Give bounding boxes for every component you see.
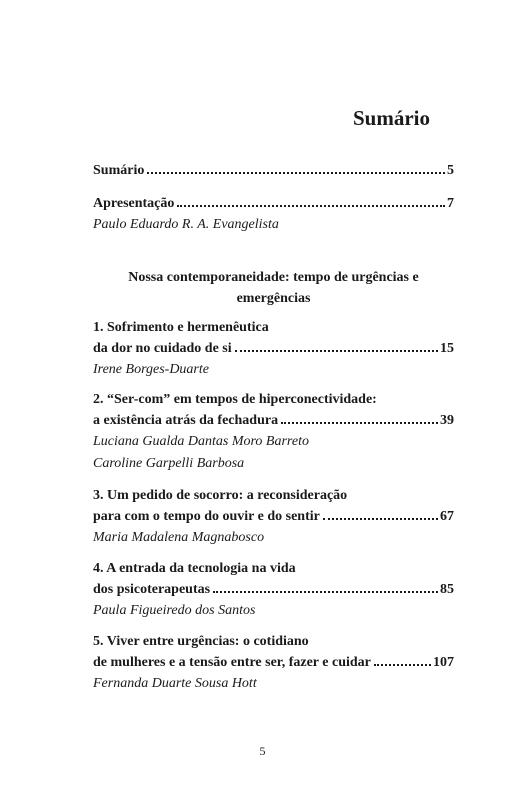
toc-entry-chapter-3[interactable] xyxy=(93,485,454,549)
entry-title-line: 4. A entrada da tecnologia na vida xyxy=(93,561,296,576)
entry-author: Luciana Gualda Dantas Moro Barreto xyxy=(93,434,309,449)
toc-entry-apresentacao[interactable] xyxy=(93,193,454,236)
leader-dots xyxy=(177,205,445,207)
toc-line xyxy=(93,506,454,527)
entry-title: da dor no cuidado de si xyxy=(93,341,232,356)
entry-title: dos psicoterapeutas xyxy=(93,582,211,597)
page-number: 5 xyxy=(259,744,266,758)
entry-title: Sumário xyxy=(93,163,145,178)
entry-title-line: 3. Um pedido de socorro: a reconsideração xyxy=(93,488,348,503)
toc-line xyxy=(93,410,454,431)
leader-dots xyxy=(235,350,438,352)
entry-page: 15 xyxy=(440,341,454,356)
toc-entry-chapter-5[interactable] xyxy=(93,631,454,695)
entry-author: Paula Figueiredo dos Santos xyxy=(93,603,256,618)
leader-dots xyxy=(281,422,438,424)
entry-page: 39 xyxy=(440,413,454,428)
entry-author: Paulo Eduardo R. A. Evangelista xyxy=(93,217,279,232)
entry-author: Fernanda Duarte Sousa Hott xyxy=(93,676,257,691)
entry-author: Caroline Garpelli Barbosa xyxy=(93,456,245,471)
toc-entry-chapter-4[interactable] xyxy=(93,558,454,622)
toc-line xyxy=(93,338,454,359)
entry-title-line: 2. “Ser-com” em tempos de hiperconectividade: xyxy=(93,392,377,407)
entry-title: a existência atrás da fechadura xyxy=(93,413,279,428)
entry-title: de mulheres e a tensão entre ser, fazer e cuidar xyxy=(93,655,371,670)
toc-line xyxy=(93,652,454,673)
entry-title: Apresentação xyxy=(93,196,175,211)
entry-title-line: 5. Viver entre urgências: o cotidiano xyxy=(93,634,309,649)
entry-page: 107 xyxy=(433,655,454,670)
toc-entry-chapter-1[interactable] xyxy=(93,317,454,381)
leader-dots xyxy=(147,172,445,174)
toc-entry-sumario[interactable] xyxy=(93,160,454,181)
entry-page: 5 xyxy=(447,163,454,178)
entry-page: 67 xyxy=(440,509,454,524)
leader-dots xyxy=(213,591,438,593)
entry-author: Irene Borges-Duarte xyxy=(93,362,209,377)
leader-dots xyxy=(374,664,431,666)
leader-dots xyxy=(323,518,438,520)
toc-line xyxy=(93,193,454,214)
entry-title: para com o tempo do ouvir e do sentir xyxy=(93,509,320,524)
entry-author: Maria Madalena Magnabosco xyxy=(93,530,265,545)
entry-page: 7 xyxy=(447,196,454,211)
section-heading xyxy=(93,267,454,309)
section-heading-line: emergências xyxy=(236,291,311,306)
toc-line xyxy=(93,160,454,181)
section-heading-line: Nossa contemporaneidade: tempo de urgências e xyxy=(128,270,419,285)
toc-line xyxy=(93,579,454,600)
entry-title-line: 1. Sofrimento e hermenêutica xyxy=(93,320,269,335)
page-title: Sumário xyxy=(352,106,430,130)
entry-page: 85 xyxy=(440,582,454,597)
toc-entry-chapter-2[interactable] xyxy=(93,389,454,475)
